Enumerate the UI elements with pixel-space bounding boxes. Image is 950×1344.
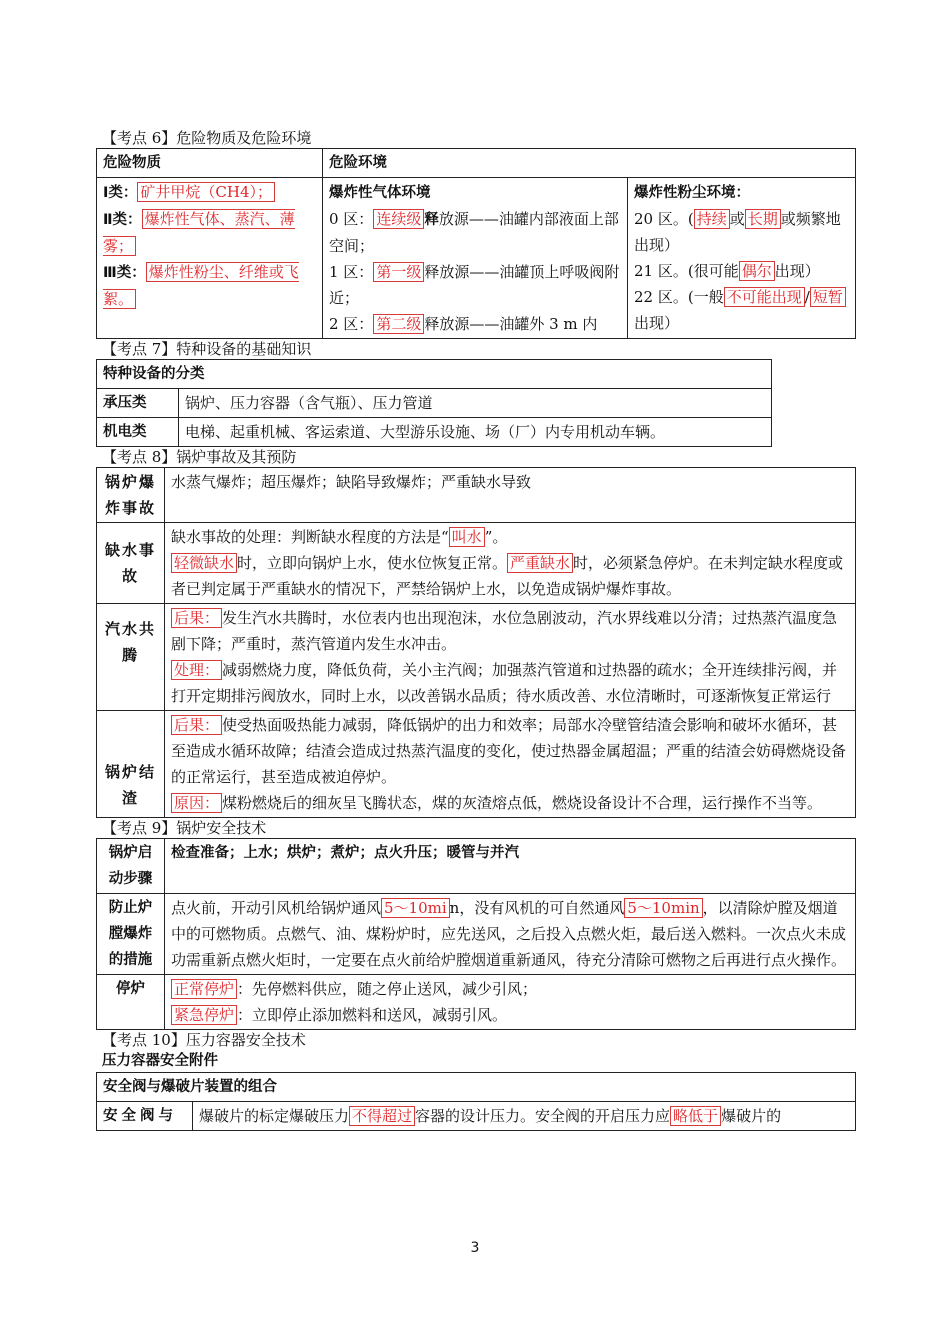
row-label-pressure: 承压类 bbox=[97, 389, 179, 418]
boiler-accident-table bbox=[96, 467, 856, 818]
row-value-pressure: 锅炉、压力容器（含气瓶）、压力管道 bbox=[179, 389, 772, 418]
page-content bbox=[96, 128, 856, 1131]
value-boiler-explosion: 水蒸气爆炸；超压爆炸；缺陷导致爆炸；严重缺水导致 bbox=[165, 468, 856, 523]
section-title-7: 【考点 7】特种设备的基础知识 bbox=[102, 340, 312, 358]
value-safety-valve: 爆破片的标定爆破压力 不得超过 容器的设计压力。安全阀的开启压力应 略低于 爆破片的 bbox=[193, 1102, 856, 1131]
label-shutdown: 停炉 bbox=[97, 975, 165, 1030]
row-label-electromech: 机电类 bbox=[97, 418, 179, 447]
label-boiler-explosion: 锅炉爆炸事故 bbox=[97, 468, 165, 523]
value-water-shortage: 缺水事故的处理：判断缺水程度的方法是“ 叫水 ”。 轻微缺水 时，立即向锅炉上水，使水位恢复正常。 严重缺水 时，必须紧急停炉。在未判定缺水程度或者已判定属于严重缺水的情况下，严禁给锅炉上水，以免造成锅炉爆炸事故。 bbox=[165, 523, 856, 604]
value-startup: 检查准备；上水；烘炉；煮炉；点火升压；暖管与并汽 bbox=[165, 839, 856, 894]
value-shutdown: 正常停炉 ：先停燃料供应，随之停止送风，减少引风； 紧急停炉 ：立即停止添加燃料和送风，减弱引风。 bbox=[165, 975, 856, 1030]
row-value-electromech: 电梯、起重机械、客运索道、大型游乐设施、场（厂）内专用机动车辆。 bbox=[179, 418, 772, 447]
value-furnace-explosion: 点火前，开动引风机给锅炉通风 5～10mi n，没有风机的可自然通风 5～10min ，以清除炉膛及烟道中的可燃物质。点燃气、油、煤粉炉时，应先送风，之后投入点燃火炬，最后送入燃料。一次点火未成功需重新点燃火炬时，一定要在点火前给炉膛烟道重新通风，待充分清除可燃物之后再进行点火操作。 bbox=[165, 894, 856, 975]
label-water-shortage: 缺水事故 bbox=[97, 523, 165, 604]
substance-classes: Ⅰ类： 矿井甲烷（CH4）； Ⅱ类： 爆炸性气体、蒸汽、薄雾； Ⅲ类： 爆炸性粉尘、纤维或飞絮。 bbox=[97, 178, 323, 339]
equipment-header: 特种设备的分类 bbox=[97, 360, 772, 389]
section-title-10: 【考点 10】压力容器安全技术 bbox=[102, 1031, 306, 1049]
section-title-6: 【考点 6】危险物质及危险环境 bbox=[102, 129, 312, 147]
label-safety-valve: 安全阀与 bbox=[97, 1102, 193, 1131]
label-priming: 汽水共腾 bbox=[97, 604, 165, 711]
section-title-8: 【考点 8】锅炉事故及其预防 bbox=[102, 448, 297, 466]
value-priming: 后果： 发生汽水共腾时，水位表内也出现泡沫，水位急剧波动，汽水界线难以分清；过热蒸汽温度急剧下降；严重时，蒸汽管道内发生水冲击。 处理： 减弱燃烧力度，降低负荷，关小主汽阀；加强蒸汽管道和过热器的疏水；全开连续排污阀，并打开定期排污阀放水，同时上水，以改善锅水品质；待水质改善、水位清晰时，可逐渐恢复正常运行 bbox=[165, 604, 856, 711]
header-substances: 危险物质 bbox=[97, 149, 323, 178]
value-slagging: 后果： 使受热面吸热能力减弱，降低锅炉的出力和效率；局部水冷壁管结渣会影响和破坏水循环，甚至造成水循环故障；结渣会造成过热蒸汽温度的变化，使过热器金属超温；严重的结渣会妨碍燃烧设备的正常运行，甚至造成被迫停炉。 原因： 煤粉燃烧后的细灰呈飞腾状态，煤的灰渣熔点低，燃烧设备设计不合理，运行操作不当等。 bbox=[165, 711, 856, 818]
equipment-table bbox=[96, 359, 772, 447]
combo-header: 安全阀与爆破片装置的组合 bbox=[97, 1073, 856, 1102]
label-slagging: 锅炉结渣 bbox=[97, 711, 165, 818]
page-number: 3 bbox=[470, 1240, 480, 1256]
label-startup: 锅炉启动步骤 bbox=[97, 839, 165, 894]
boiler-safety-table bbox=[96, 838, 856, 1030]
dust-environment: 爆炸性粉尘环境： 20 区。( 持续 或 长期 或频繁地出现） 21 区。(很可能 偶尔 出现） 22 区。(一般 不可能出现 / 短暂出现） bbox=[628, 178, 856, 339]
hazard-table bbox=[96, 148, 856, 339]
header-environment: 危险环境 bbox=[323, 149, 856, 178]
pressure-vessel-table bbox=[96, 1072, 856, 1131]
label-furnace-explosion: 防止炉膛爆炸的措施 bbox=[97, 894, 165, 975]
gas-environment: 爆炸性气体环境 0 区： 连续级 释放源——油罐内部液面上部空间； 1 区： 第一级 释放源——油罐顶上呼吸阀附近； 2 区： 第二级 释放源——油罐外 3 m 内 bbox=[323, 178, 628, 339]
subsection-safety-accessories: 压力容器安全附件 bbox=[102, 1053, 218, 1069]
section-title-9: 【考点 9】锅炉安全技术 bbox=[102, 819, 267, 837]
